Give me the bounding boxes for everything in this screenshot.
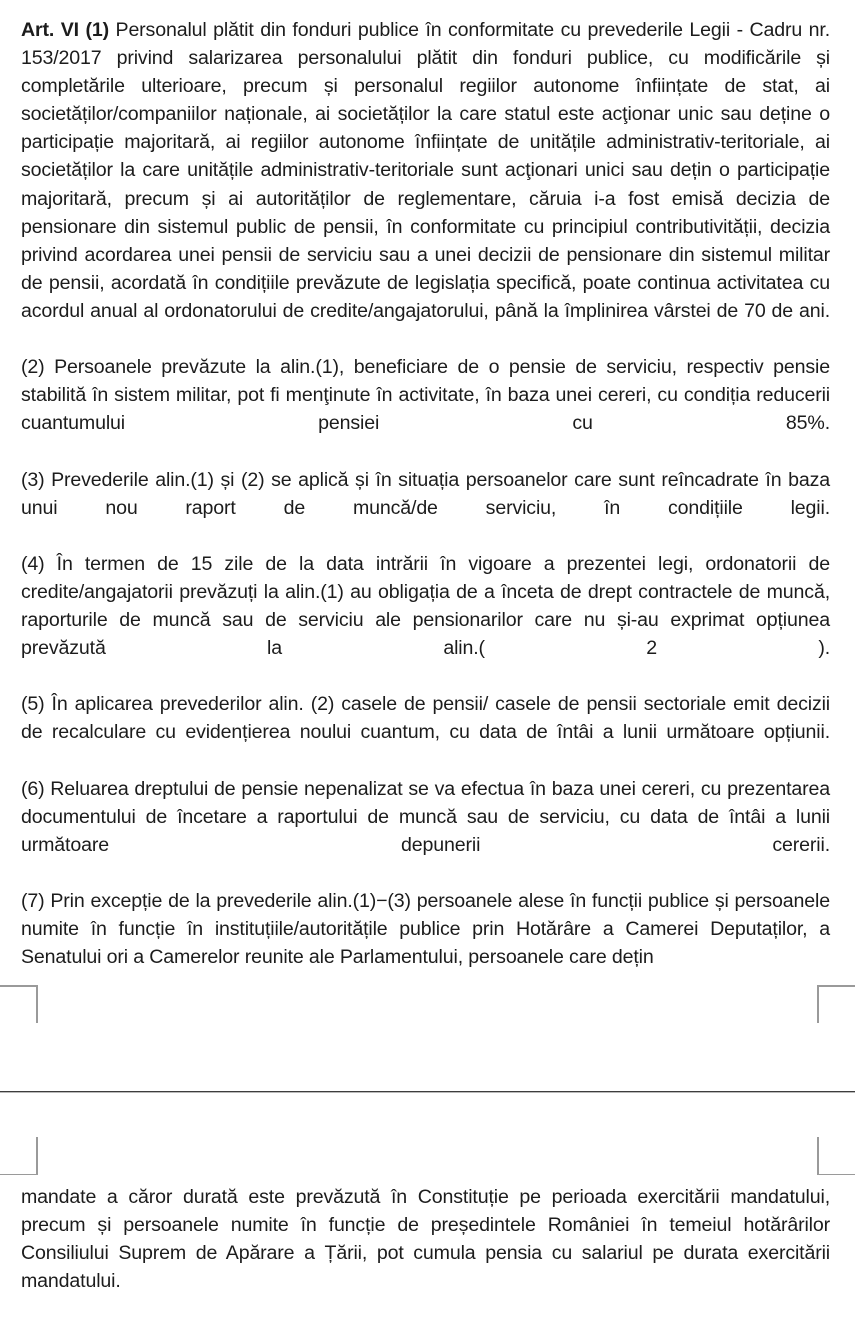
page-one-body <box>21 16 830 971</box>
crop-mark-icon-page-one-right <box>817 985 855 1023</box>
paragraph-6: (6) Reluarea dreptului de pensie nepenalizat se va efectua în baza unei cereri, cu prezentarea documentului de încetare a raportului de muncă sau de serviciu, cu data de întâi a lunii următoare depunerii cererii. <box>21 777 830 856</box>
article-label: Art. VI (1) <box>21 19 109 41</box>
document-page-two <box>0 1183 855 1323</box>
paragraph-1 <box>21 16 830 353</box>
paragraph-7: (7) Prin excepție de la prevederile alin.(1)−(3) persoanele alese în funcții publice și persoanele numite în funcție în instituțiile/autoritățile publice prin Hotărâre a Camerei Deputaților, a Senatului ori a Camerelor reunite ale Parlamentului, persoanele care dețin <box>21 889 830 969</box>
paragraph-7-continued: mandate a căror durată este prevăzută în Constituție pe perioada exercitării mandatului, precum și persoanele numite în funcție de președintele României în temeiul hotărârilor Consiliului Suprem de Apărare a Țării, pot cumula pensia cu salariul pe durata exercitării mandatului. <box>21 1186 830 1293</box>
page-break-zone <box>0 971 855 1183</box>
crop-mark-icon-page-two-left <box>0 1137 38 1175</box>
sheet-divider <box>0 1091 855 1093</box>
paragraph-1-text: Personalul plătit din fonduri publice în conformitate cu prevederile Legii - Cadru nr. 153/2017 privind salarizarea personalului plătit din fonduri publice, cu modificările și completările ulterioare, precum și personalul regiilor autonome înființate de stat, ai societăților/companiilor naționale, ai societăților la care statul este acţionar unic sau deține o participație majoritară, ai regiilor autonome înființate de unitățile administrativ-teritoriale, ai societăților la care unitățile administrativ-teritoriale sunt acţionari unici sau dețin o participație majoritară, precum și ai autorităților de reglementare, căruia i-a fost emisă decizia de pensionare din sistemul public de pensii, în conformitate cu principiul contributivității, decizia privind acordarea unei pensii de serviciu sau a unei decizii de pensionare din sistemul militar de pensii, acordată în condițiile prevăzute de legislația specifică, poate continua activitatea cu acordul anual al ordonatorului de credite/angajatorului, până la împlinirea vârstei de 70 de ani. <box>21 19 830 322</box>
crop-mark-icon-page-one-left <box>0 985 38 1023</box>
paragraph-3: (3) Prevederile alin.(1) și (2) se aplică și în situația persoanelor care sunt reîncadrate în baza unui nou raport de muncă/de serviciu, în condițiile legii. <box>21 468 830 519</box>
paragraph-2: (2) Persoanele prevăzute la alin.(1), beneficiare de o pensie de serviciu, respectiv pensie stabilită în sistem militar, pot fi menţinute în activitate, în baza unei cereri, cu condiția reducerii cuantumului pensiei cu 85%. <box>21 356 830 435</box>
crop-mark-icon-page-two-right <box>817 1137 855 1175</box>
paragraph-5: (5) În aplicarea prevederilor alin. (2) casele de pensii/ casele de pensii sectoriale emit decizii de recalculare cu evidențierea noului cuantum, cu data de întâi a lunii următoare opțiunii. <box>21 693 830 744</box>
page-two-body <box>21 1183 830 1323</box>
paragraph-4: (4) În termen de 15 zile de la data intrării în vigoare a prezentei legi, ordonatorii de credite/angajatorii prevăzuți la alin.(1) au obligația de a înceta de drept contractele de muncă, raporturile de muncă sau de serviciu ale pensionarilor care nu și-au exprimat opțiunea prevăzută la alin.( 2 ). <box>21 552 830 660</box>
